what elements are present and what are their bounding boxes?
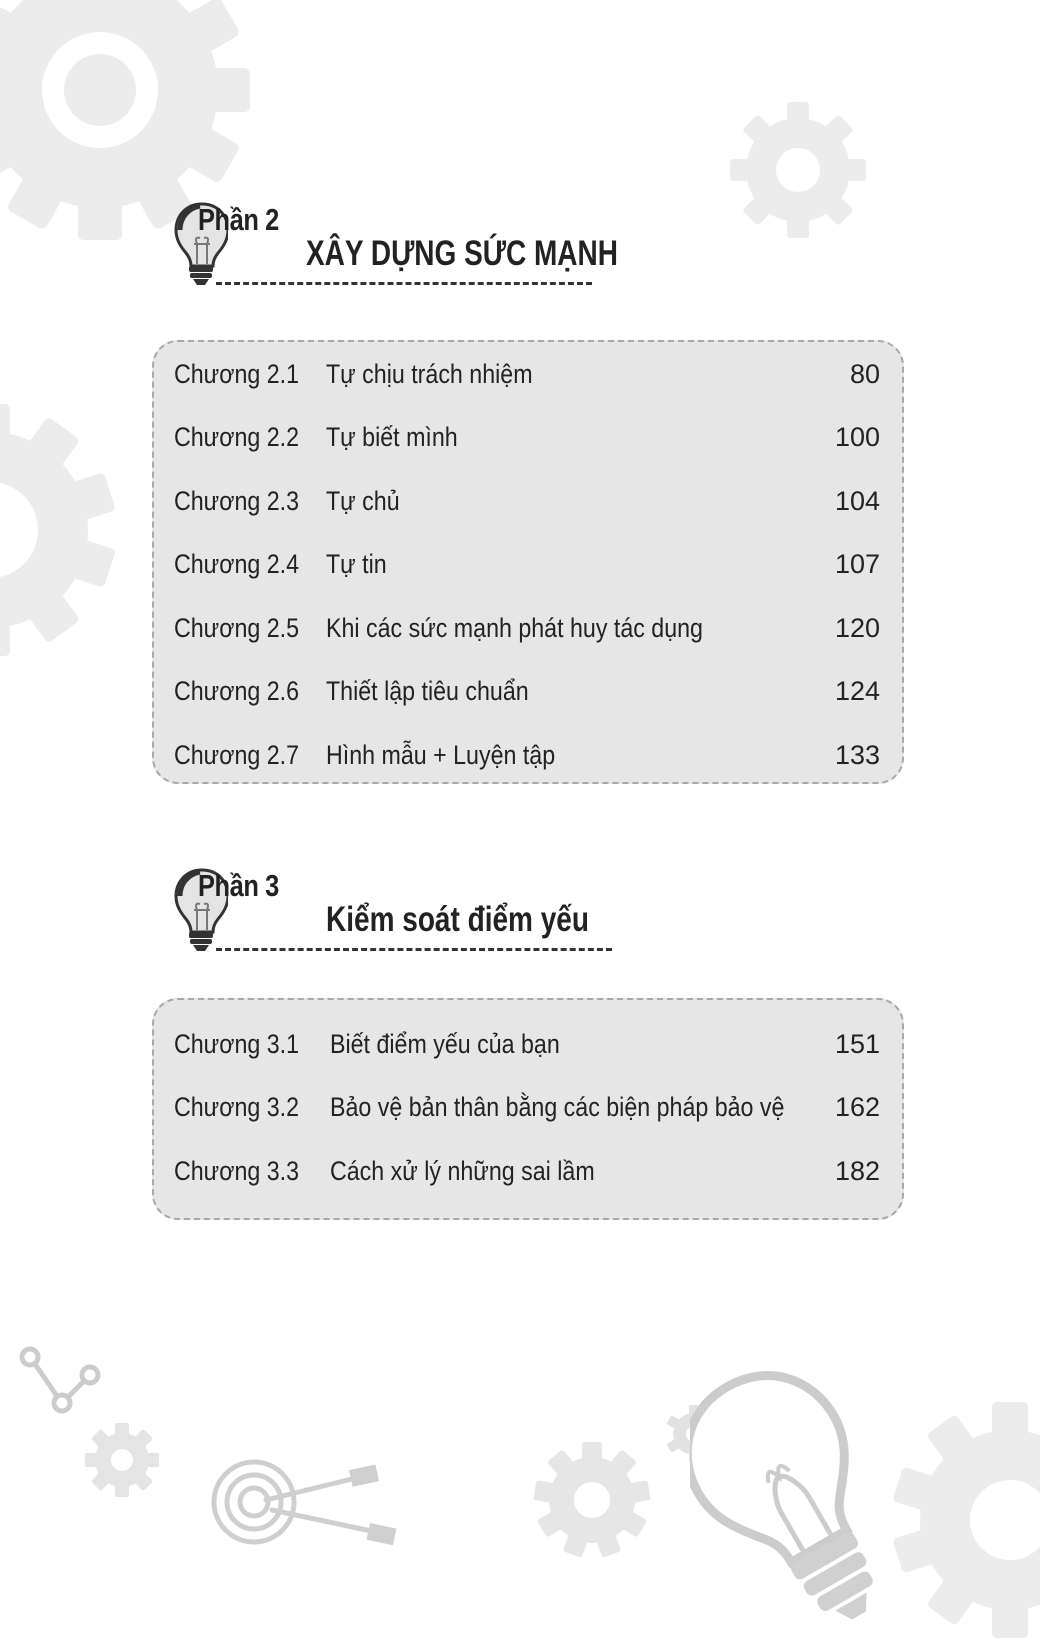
chapter-number: Chương 2.7 (174, 740, 300, 770)
part2-divider (216, 282, 592, 285)
chapter-title: Tự chủ (326, 486, 400, 516)
chapter-page: 182 (834, 1156, 880, 1186)
chapter-number: Chương 2.6 (174, 676, 300, 706)
chapter-page: 124 (834, 676, 880, 706)
chapter-page: 120 (834, 613, 880, 643)
chapter-title: Thiết lập tiêu chuẩn (326, 676, 529, 706)
part3-title: Kiểm soát điểm yếu (326, 900, 589, 939)
toc-row[interactable] (154, 1087, 902, 1127)
toc-row[interactable] (154, 1151, 902, 1191)
gear-icon-bottom-left (84, 1422, 160, 1498)
chapter-title: Tự biết mình (326, 422, 458, 452)
chapter-number: Chương 2.5 (174, 613, 300, 643)
chapter-title: Cách xử lý những sai lầm (330, 1156, 595, 1186)
toc-row[interactable] (154, 608, 902, 648)
part2-label: Phần 2 (198, 202, 279, 237)
chapter-page: 80 (849, 359, 880, 389)
gear-icon-bottom-center (532, 1440, 652, 1560)
part2-header (172, 200, 642, 300)
toc-row[interactable] (154, 417, 902, 457)
network-icon (18, 1345, 102, 1415)
gear-icon-top-right (728, 100, 868, 240)
chapter-title: Khi các sức mạnh phát huy tác dụng (326, 613, 703, 643)
chapter-number: Chương 2.1 (174, 359, 300, 389)
chapter-title: Tự chịu trách nhiệm (326, 359, 533, 389)
chapter-number: Chương 2.4 (174, 549, 300, 579)
chapter-number: Chương 3.2 (174, 1092, 300, 1122)
chapter-title: Biết điểm yếu của bạn (330, 1029, 560, 1059)
chapter-page: 133 (834, 740, 880, 770)
lightbulb-icon-large (690, 1356, 890, 1646)
part3-divider (216, 948, 612, 951)
chapter-number: Chương 3.3 (174, 1156, 300, 1186)
part2-toc (152, 340, 904, 784)
toc-row[interactable] (154, 671, 902, 711)
chapter-title: Bảo vệ bản thân bằng các biện pháp bảo vệ (330, 1092, 785, 1122)
toc-row[interactable] (154, 354, 902, 394)
chapter-page: 151 (834, 1029, 880, 1059)
part3-header (172, 866, 642, 966)
part3-label: Phần 3 (198, 868, 279, 903)
part2-title: XÂY DỰNG SỨC MẠNH (306, 234, 618, 273)
toc-row[interactable] (154, 1024, 902, 1064)
chapter-number: Chương 2.2 (174, 422, 300, 452)
chapter-title: Hình mẫu + Luyện tập (326, 740, 556, 770)
toc-row[interactable] (154, 544, 902, 584)
target-icon (206, 1450, 406, 1560)
chapter-page: 107 (834, 549, 880, 579)
gear-icon-left-middle (0, 400, 120, 660)
chapter-number: Chương 2.3 (174, 486, 300, 516)
toc-row[interactable] (154, 735, 902, 775)
chapter-number: Chương 3.1 (174, 1029, 300, 1059)
chapter-page: 100 (834, 422, 880, 452)
chapter-page: 162 (834, 1092, 880, 1122)
chapter-page: 104 (834, 486, 880, 516)
part3-toc (152, 998, 904, 1220)
gear-icon-bottom-right (890, 1400, 1040, 1640)
chapter-title: Tự tin (326, 549, 387, 579)
toc-row[interactable] (154, 481, 902, 521)
